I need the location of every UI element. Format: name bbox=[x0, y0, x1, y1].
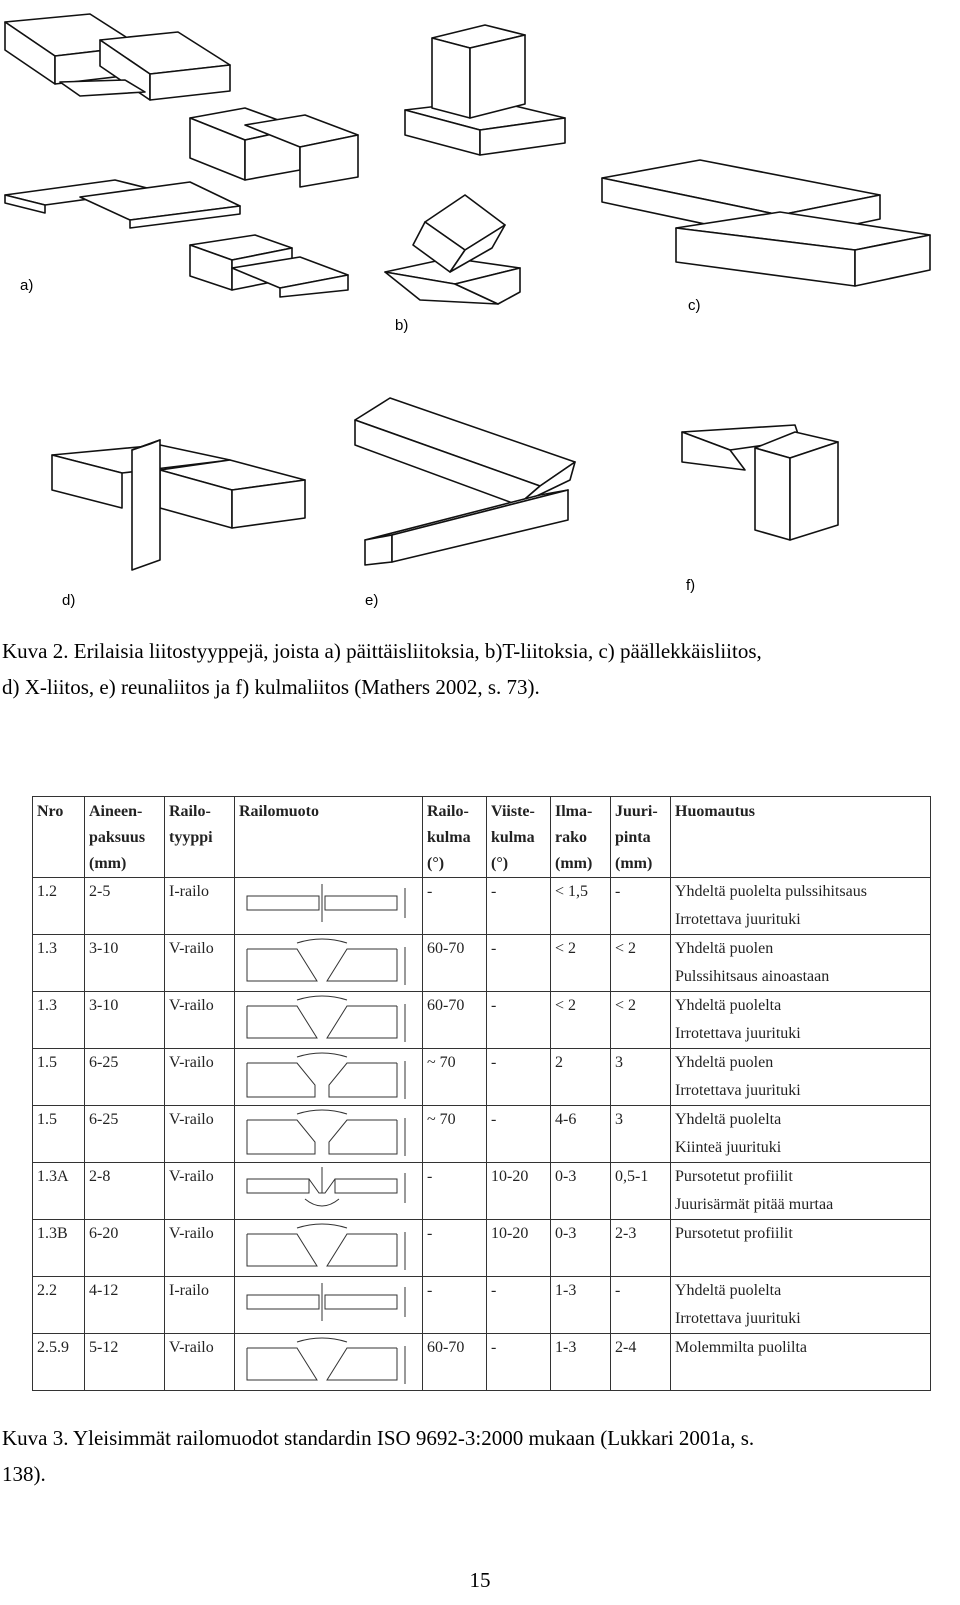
label-e: e) bbox=[365, 592, 379, 609]
remark-line-1: Yhdeltä puolelta bbox=[675, 1282, 782, 1299]
cell-gap: 0-3 bbox=[551, 1220, 611, 1277]
cell-bevel-angle: - bbox=[487, 878, 551, 935]
groove-shape-drawing bbox=[235, 878, 421, 934]
joint-types-figure bbox=[0, 0, 960, 625]
remark-line-2: Irrotettava juurituki bbox=[675, 1310, 801, 1327]
remark-line-2: Pulssihitsaus ainoastaan bbox=[675, 968, 830, 985]
remark-line-1: Yhdeltä puolen bbox=[675, 1054, 774, 1071]
cell-root-face: < 2 bbox=[611, 935, 671, 992]
cell-thickness: 2-5 bbox=[85, 878, 165, 935]
caption-line-1: Kuva 3. Yleisimmät railomuodot standardin ISO 9692-3:2000 mukaan (Lukkari 2001a, s. bbox=[2, 1426, 755, 1450]
lap-joint-drawing bbox=[602, 160, 930, 286]
cell-gap: < 2 bbox=[551, 935, 611, 992]
table-row bbox=[33, 1163, 931, 1220]
cell-thickness: 4-12 bbox=[85, 1277, 165, 1334]
remark-line-1: Pursotetut profiilit bbox=[675, 1225, 793, 1242]
cell-remarks bbox=[671, 935, 931, 992]
cell-root-face: - bbox=[611, 1277, 671, 1334]
cell-thickness: 2-8 bbox=[85, 1163, 165, 1220]
cell-groove-type: V-railo bbox=[165, 1220, 235, 1277]
groove-shape-drawing bbox=[235, 1277, 421, 1333]
cell-nro: 1.3B bbox=[33, 1220, 85, 1277]
cell-remarks bbox=[671, 992, 931, 1049]
cell-groove-type: V-railo bbox=[165, 992, 235, 1049]
table-row bbox=[33, 1334, 931, 1391]
header-thickness: Aineen- paksuus (mm) bbox=[85, 797, 165, 878]
remark-line-1: Pursotetut profiilit bbox=[675, 1168, 793, 1185]
cell-root-face: - bbox=[611, 878, 671, 935]
cell-groove-type: V-railo bbox=[165, 1106, 235, 1163]
cell-nro: 2.5.9 bbox=[33, 1334, 85, 1391]
cell-gap: < 1,5 bbox=[551, 878, 611, 935]
label-d: d) bbox=[62, 592, 76, 609]
label-b: b) bbox=[395, 317, 409, 334]
cell-nro: 1.3 bbox=[33, 935, 85, 992]
header-gap: Ilma- rako (mm) bbox=[551, 797, 611, 878]
cell-groove-type: V-railo bbox=[165, 1049, 235, 1106]
cell-root-face: < 2 bbox=[611, 992, 671, 1049]
cell-groove-type: I-railo bbox=[165, 1277, 235, 1334]
remark-line-2: Irrotettava juurituki bbox=[675, 911, 801, 928]
butt-joint-drawing-3 bbox=[5, 180, 240, 228]
cell-remarks bbox=[671, 1220, 931, 1277]
cell-bevel-angle: 10-20 bbox=[487, 1163, 551, 1220]
cell-nro: 1.3A bbox=[33, 1163, 85, 1220]
cell-gap: 2 bbox=[551, 1049, 611, 1106]
cell-groove-shape bbox=[235, 1220, 423, 1277]
cell-gap: 1-3 bbox=[551, 1277, 611, 1334]
groove-shape-drawing bbox=[235, 1163, 421, 1219]
cell-gap: 0-3 bbox=[551, 1163, 611, 1220]
cell-groove-shape bbox=[235, 1334, 423, 1391]
cell-groove-type: V-railo bbox=[165, 1334, 235, 1391]
cell-gap: 1-3 bbox=[551, 1334, 611, 1391]
cell-thickness: 6-25 bbox=[85, 1106, 165, 1163]
groove-shape-drawing bbox=[235, 1334, 421, 1390]
cell-nro: 1.5 bbox=[33, 1106, 85, 1163]
cell-groove-type: I-railo bbox=[165, 878, 235, 935]
cell-thickness: 5-12 bbox=[85, 1334, 165, 1391]
cell-thickness: 3-10 bbox=[85, 935, 165, 992]
header-groove-shape: Railomuoto bbox=[235, 797, 423, 878]
remark-line-1: Yhdeltä puolelta pulssihitsaus bbox=[675, 883, 867, 900]
cell-bevel-angle: - bbox=[487, 1106, 551, 1163]
cell-groove-shape bbox=[235, 935, 423, 992]
cell-groove-type: V-railo bbox=[165, 935, 235, 992]
corner-joint-drawing bbox=[682, 425, 838, 540]
cell-root-face: 3 bbox=[611, 1106, 671, 1163]
label-a: a) bbox=[20, 277, 34, 294]
cell-bevel-angle: 10-20 bbox=[487, 1220, 551, 1277]
cell-groove-shape bbox=[235, 1163, 423, 1220]
cell-bevel-angle: - bbox=[487, 1049, 551, 1106]
cell-bevel-angle: - bbox=[487, 992, 551, 1049]
header-root-face: Juuri- pinta (mm) bbox=[611, 797, 671, 878]
cell-thickness: 6-20 bbox=[85, 1220, 165, 1277]
butt-joint-drawing-2 bbox=[190, 108, 358, 187]
remark-line-1: Yhdeltä puolen bbox=[675, 940, 774, 957]
cell-remarks bbox=[671, 1106, 931, 1163]
cell-groove-angle: - bbox=[423, 878, 487, 935]
cell-gap: < 2 bbox=[551, 992, 611, 1049]
caption-line-2: 138). bbox=[2, 1462, 46, 1486]
cell-groove-type: V-railo bbox=[165, 1163, 235, 1220]
remark-line-2: Kiinteä juurituki bbox=[675, 1139, 782, 1156]
header-bevel-angle: Viiste- kulma (°) bbox=[487, 797, 551, 878]
remark-line-2: Irrotettava juurituki bbox=[675, 1082, 801, 1099]
cross-joint-drawing bbox=[52, 440, 305, 570]
cell-nro: 2.2 bbox=[33, 1277, 85, 1334]
label-f: f) bbox=[686, 577, 696, 594]
cell-bevel-angle: - bbox=[487, 1334, 551, 1391]
header-nro: Nro bbox=[33, 797, 85, 878]
header-groove-angle: Railo- kulma (°) bbox=[423, 797, 487, 878]
groove-shapes-table bbox=[32, 796, 930, 1388]
cell-nro: 1.3 bbox=[33, 992, 85, 1049]
butt-joint-drawing-1 bbox=[5, 14, 230, 100]
remark-line-2: Irrotettava juurituki bbox=[675, 1025, 801, 1042]
remark-line-1: Yhdeltä puolelta bbox=[675, 1111, 782, 1128]
cell-bevel-angle: - bbox=[487, 935, 551, 992]
cell-nro: 1.2 bbox=[33, 878, 85, 935]
cell-remarks bbox=[671, 1049, 931, 1106]
cell-thickness: 6-25 bbox=[85, 1049, 165, 1106]
cell-root-face: 2-3 bbox=[611, 1220, 671, 1277]
figure-3-caption bbox=[2, 1420, 952, 1492]
remark-line-1: Yhdeltä puolelta bbox=[675, 997, 782, 1014]
cell-bevel-angle: - bbox=[487, 1277, 551, 1334]
table-row bbox=[33, 1049, 931, 1106]
label-c: c) bbox=[688, 297, 701, 314]
header-remarks: Huomautus bbox=[671, 797, 931, 878]
cell-groove-shape bbox=[235, 1106, 423, 1163]
cell-root-face: 3 bbox=[611, 1049, 671, 1106]
t-joint-drawing-2 bbox=[385, 195, 520, 304]
cell-root-face: 0,5-1 bbox=[611, 1163, 671, 1220]
cell-groove-shape bbox=[235, 878, 423, 935]
cell-groove-angle: 60-70 bbox=[423, 992, 487, 1049]
cell-remarks bbox=[671, 1334, 931, 1391]
edge-joint-drawing bbox=[355, 398, 575, 565]
remark-line-1: Molemmilta puolilta bbox=[675, 1339, 807, 1356]
figure-2-caption bbox=[2, 633, 952, 705]
butt-joint-drawing-4 bbox=[190, 235, 348, 297]
cell-groove-angle: - bbox=[423, 1163, 487, 1220]
table-row bbox=[33, 878, 931, 935]
cell-groove-shape bbox=[235, 992, 423, 1049]
cell-groove-angle: ~ 70 bbox=[423, 1106, 487, 1163]
cell-groove-shape bbox=[235, 1049, 423, 1106]
cell-gap: 4-6 bbox=[551, 1106, 611, 1163]
caption-line-1: Kuva 2. Erilaisia liitostyyppejä, joista a) päittäisliitoksia, b)T-liitoksia, c) päällekkäisliitos, bbox=[2, 639, 762, 663]
table-row bbox=[33, 1220, 931, 1277]
cell-nro: 1.5 bbox=[33, 1049, 85, 1106]
cell-remarks bbox=[671, 1277, 931, 1334]
cell-thickness: 3-10 bbox=[85, 992, 165, 1049]
table-row bbox=[33, 992, 931, 1049]
groove-shape-drawing bbox=[235, 1049, 421, 1105]
cell-remarks bbox=[671, 878, 931, 935]
table-row bbox=[33, 1277, 931, 1334]
cell-groove-shape bbox=[235, 1277, 423, 1334]
header-groove-type: Railo- tyyppi bbox=[165, 797, 235, 878]
table-row bbox=[33, 1106, 931, 1163]
t-joint-drawing-1 bbox=[405, 25, 565, 155]
cell-groove-angle: - bbox=[423, 1220, 487, 1277]
groove-shape-drawing bbox=[235, 992, 421, 1048]
cell-root-face: 2-4 bbox=[611, 1334, 671, 1391]
groove-shape-drawing bbox=[235, 1220, 421, 1276]
page-number: 15 bbox=[469, 1568, 491, 1592]
remark-line-2: Juurisärmät pitää murtaa bbox=[675, 1196, 834, 1213]
cell-groove-angle: 60-70 bbox=[423, 1334, 487, 1391]
cell-groove-angle: - bbox=[423, 1277, 487, 1334]
cell-remarks bbox=[671, 1163, 931, 1220]
caption-line-2: d) X-liitos, e) reunaliitos ja f) kulmaliitos (Mathers 2002, s. 73). bbox=[2, 675, 540, 699]
cell-groove-angle: ~ 70 bbox=[423, 1049, 487, 1106]
groove-shape-drawing bbox=[235, 935, 421, 991]
cell-groove-angle: 60-70 bbox=[423, 935, 487, 992]
groove-shape-drawing bbox=[235, 1106, 421, 1162]
table-row bbox=[33, 935, 931, 992]
